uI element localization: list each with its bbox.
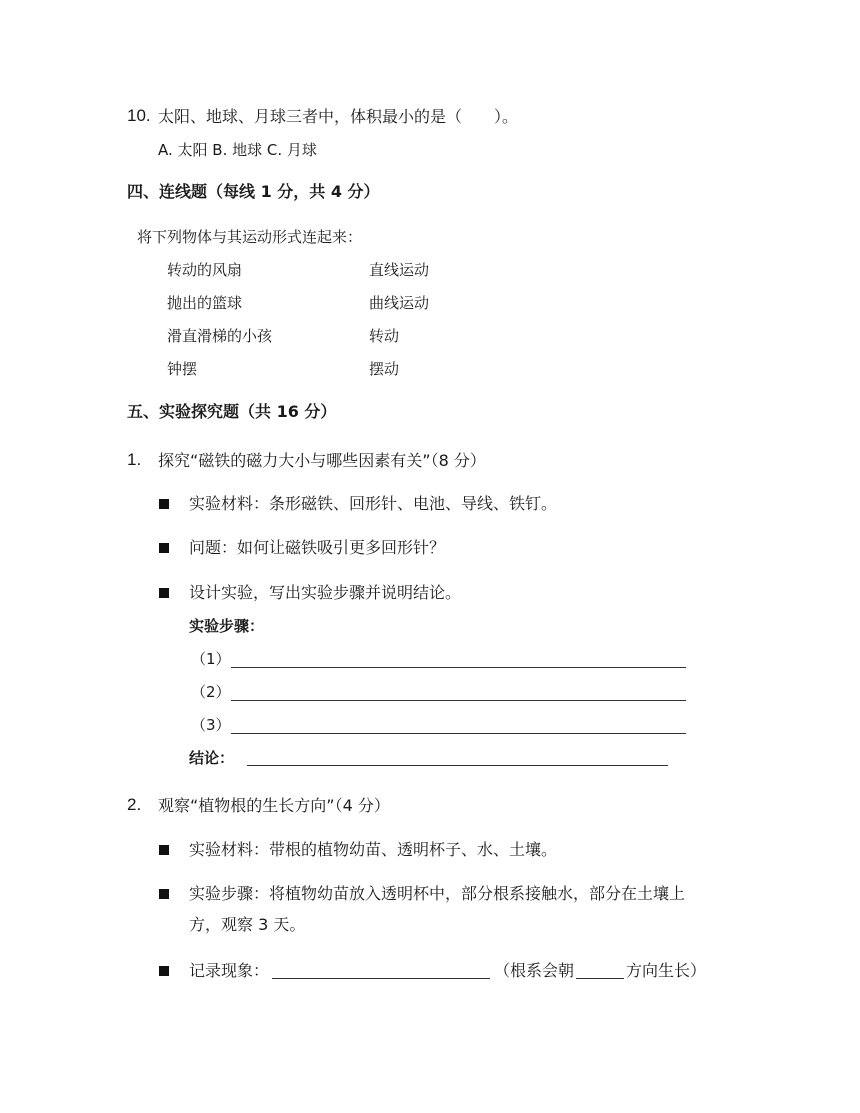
bullet-text: 问题：如何让磁铁吸引更多回形针？ [189, 538, 446, 557]
answer-blank-line[interactable] [231, 667, 686, 668]
step-label: （1） [191, 650, 231, 668]
question-text: 观察“植物根的生长方向”（4 分） [158, 796, 390, 815]
match-left-item: 钟摆 [167, 360, 198, 378]
section-title: 四、连线题（每线 1 分，共 4 分） [127, 182, 380, 201]
match-left-item: 滑直滑梯的小孩 [167, 327, 273, 345]
bullet-text: 设计实验，写出实验步骤并说明结论。 [189, 583, 462, 602]
question-number: 10. [127, 106, 151, 125]
answer-blank-line[interactable] [231, 700, 686, 701]
section-instruction: 将下列物体与其运动形式连起来： [137, 228, 363, 246]
bullet-icon [159, 889, 169, 899]
bullet-icon [159, 845, 169, 855]
bullet-text: 实验材料：条形磁铁、回形针、电池、导线、铁钉。 [189, 494, 558, 513]
bullet-text: 实验步骤：将植物幼苗放入透明杯中，部分根系接触水，部分在土壤上 [189, 884, 686, 903]
bullet-text-continuation: 方，观察 3 天。 [189, 915, 306, 934]
question-text: 探究“磁铁的磁力大小与哪些因素有关”（8 分） [158, 451, 486, 470]
step-label: （2） [191, 683, 231, 701]
match-left-item: 抛出的篮球 [167, 294, 243, 312]
match-right-item: 直线运动 [369, 261, 430, 279]
match-right-item: 转动 [369, 327, 400, 345]
answer-blank-line[interactable] [247, 765, 668, 766]
question-number: 2. [127, 795, 142, 814]
direction-blank-line[interactable] [576, 978, 624, 979]
bullet-text: 实验材料：带根的植物幼苗、透明杯子、水、土壤。 [189, 840, 558, 859]
bullet-icon [159, 966, 169, 976]
question-number: 1. [127, 450, 142, 469]
step-label: （3） [191, 716, 231, 734]
bullet-icon [159, 543, 169, 553]
bullet-icon [159, 588, 169, 598]
question-text: 太阳、地球、月球三者中，体积最小的是（ ）。 [158, 107, 519, 126]
conclusion-label: 结论： [189, 749, 235, 767]
match-left-item: 转动的风扇 [167, 261, 243, 279]
record-hint-prefix: （根系会朝 [494, 961, 575, 980]
match-right-item: 曲线运动 [369, 294, 430, 312]
steps-label: 实验步骤： [189, 617, 265, 635]
section-title: 五、实验探究题（共 16 分） [127, 402, 337, 421]
match-right-item: 摆动 [369, 360, 400, 378]
bullet-icon [159, 499, 169, 509]
record-hint-suffix: 方向生长） [626, 961, 707, 980]
question-options: A. 太阳 B. 地球 C. 月球 [158, 141, 317, 159]
answer-blank-line[interactable] [272, 978, 490, 979]
answer-blank-line[interactable] [231, 733, 686, 734]
record-label: 记录现象： [189, 961, 270, 980]
